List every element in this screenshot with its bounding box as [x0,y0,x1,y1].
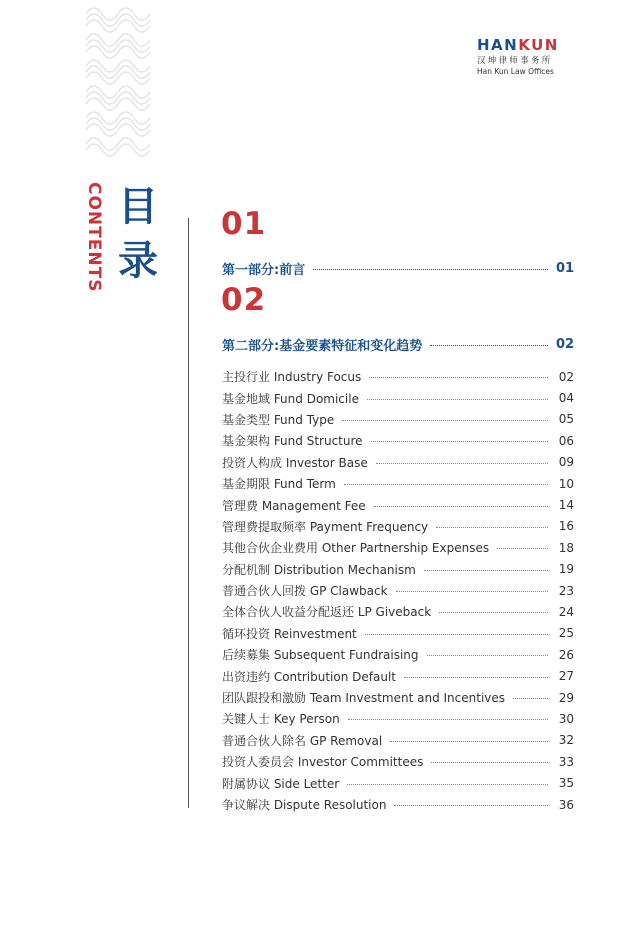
hankun-logo [477,36,577,77]
dot-leader [427,655,548,656]
toc-item-title: 出资违约 Contribution Default [222,669,396,684]
toc-item-title: 其他合伙企业费用 Other Partnership Expenses [222,541,490,556]
toc-item-page: 36 [558,797,574,812]
toc-item-title: 全体合伙人收益分配返还 LP Giveback [222,605,432,620]
dot-leader [376,463,548,464]
toc-item[interactable] [222,708,574,729]
toc-item[interactable] [222,494,574,515]
toc-item-page: 25 [558,626,574,641]
contents-title-char-1: 目 [118,184,158,230]
dot-leader [342,420,548,421]
dot-leader [390,741,548,742]
toc-item-title: 主投行业 Industry Focus [222,370,362,385]
toc-item-page: 24 [558,604,574,619]
dot-leader [344,484,548,485]
toc-item-title: 普通合伙人除名 GP Removal [222,733,383,748]
dot-leader [404,677,548,678]
toc-item-page: 06 [558,433,574,448]
toc-item[interactable] [222,559,574,580]
toc-item-title: 基金地域 Fund Domicile [222,391,359,406]
toc-item-title: 争议解决 Dispute Resolution [222,798,387,812]
dot-leader [436,527,548,528]
part-number-02: 02 [221,282,267,318]
toc-item-page: 30 [558,711,574,726]
toc-item-page: 33 [558,754,574,769]
logo-english-name: Han Kun Law Offices [477,67,554,76]
contents-title-char-2: 录 [118,238,158,284]
toc-item-title: 循环投资 Reinvestment [222,626,357,641]
logo-han: HAN [477,36,519,54]
toc-item-page: 23 [558,583,574,598]
toc-item-title: 基金期限 Fund Term [222,477,336,492]
toc-item[interactable] [222,730,574,751]
dot-leader [365,634,548,635]
part-page-number: 01 [556,260,575,276]
dot-leader [497,548,548,549]
part-number-01: 01 [221,206,267,242]
part-page-number: 02 [556,336,575,352]
dot-leader [367,399,548,400]
toc-item-page: 35 [558,776,574,791]
toc-item[interactable] [222,772,574,793]
part-title: 第一部分:前言 [222,262,306,278]
logo-kun: KUN [518,36,559,54]
toc-item-title: 团队跟投和激励 Team Investment and Incentives [222,691,506,706]
dot-leader [313,269,548,270]
toc-item[interactable] [222,751,574,772]
toc-item[interactable] [222,366,574,387]
dot-leader [374,506,548,507]
dot-leader [439,612,548,613]
toc-item-page: 32 [558,733,574,748]
toc-item[interactable] [222,665,574,686]
toc-item-title: 投资人构成 Investor Base [222,455,368,470]
dot-leader [371,441,548,442]
toc-item[interactable] [222,452,574,473]
dot-leader [348,719,548,720]
toc-item-page: 26 [558,647,574,662]
toc-item-page: 04 [558,391,574,406]
dot-leader [431,762,548,763]
part-entry-02[interactable] [222,334,574,354]
contents-vertical-label: CONTENTS [84,182,104,293]
toc-item-page: 09 [558,455,574,470]
toc-item[interactable] [222,387,574,408]
toc-item-title: 分配机制 Distribution Mechanism [222,562,416,577]
toc-item[interactable] [222,601,574,622]
toc-item-title: 关键人士 Key Person [222,712,340,727]
dot-leader [347,784,548,785]
toc-item-title: 基金架构 Fund Structure [222,434,363,449]
toc-item-title: 附属协议 Side Letter [222,776,340,791]
toc-item[interactable] [222,430,574,451]
toc-item-page: 27 [558,669,574,684]
toc-item-page: 14 [558,498,574,513]
dot-leader [430,345,548,346]
toc-item-page: 29 [558,690,574,705]
toc-item[interactable] [222,537,574,558]
toc-item-title: 管理费提取频率 Payment Frequency [222,519,429,534]
vertical-divider [188,218,189,808]
part-entry-01[interactable] [222,258,574,278]
toc-item-title: 普通合伙人回拨 GP Clawback [222,584,388,599]
dot-leader [369,377,548,378]
contents-title [114,180,162,288]
toc-item-title: 投资人委员会 Investor Committees [222,755,424,770]
toc-item[interactable] [222,516,574,537]
dot-leader [424,570,548,571]
toc-item[interactable] [222,623,574,644]
toc-item-page: 19 [558,562,574,577]
dot-leader [394,805,548,806]
toc-list [222,366,574,815]
logo-chinese-name: 汉坤律师事务所 [477,56,553,66]
dot-leader [396,591,548,592]
part-title: 第二部分:基金要素特征和变化趋势 [222,338,423,354]
logo-wordmark [477,36,577,54]
toc-item-page: 05 [558,412,574,427]
toc-item[interactable] [222,409,574,430]
toc-item-page: 18 [558,540,574,555]
toc-item[interactable] [222,644,574,665]
toc-item[interactable] [222,473,574,494]
toc-item-title: 基金类型 Fund Type [222,412,335,427]
toc-item-page: 02 [558,369,574,384]
toc-item-page: 10 [558,476,574,491]
wave-pattern-decoration [84,0,154,160]
toc-item-page: 16 [558,519,574,534]
toc-item-title: 管理费 Management Fee [222,498,366,513]
toc-item[interactable] [222,687,574,708]
toc-item[interactable] [222,580,574,601]
toc-item-title: 后续募集 Subsequent Fundraising [222,648,419,663]
dot-leader [513,698,548,699]
toc-item[interactable] [222,794,574,815]
